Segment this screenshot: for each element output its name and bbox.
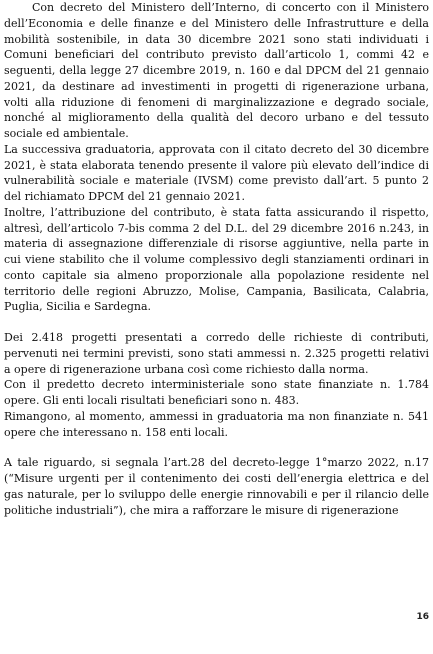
page-number: 16 (416, 612, 429, 622)
paragraph-ranking: La successiva graduatoria, approvata con il citato decreto del 30 dicembre 2021, è stata elaborata tenendo presente il valore più elevato dell’indice di vulnerabilità sociale e materiale (IVSM) come previsto dall’art. 5 punto 2 del richiamato DPCM del 21 gennaio 2021. (4, 142, 429, 203)
document-body (4, 0, 429, 518)
paragraph-allocation: Inoltre, l’attribuzione del contributo, è stata fatta assicurando il rispetto, altresì, dell’articolo 7-bis comma 2 del D.L. del 29 dicembre 2016 n.243, in materia di assegnazione differenziale di risorse aggiuntive, nella parte in cui viene stabilito che il volume complessivo degli stanziamenti ordinari in conto capitale sia almeno proporzionale alla popolazione residente nel territorio delle regioni Abruzzo, Molise, Campania, Basilicata, Calabria, Puglia, Sicilia e Sardegna. (4, 205, 429, 314)
paragraph-financed: Con il predetto decreto interministeriale sono state finanziate n. 1.784 opere. Gli enti locali risultati beneficiari sono n. 483. (4, 378, 429, 407)
paragraph-spacer (4, 315, 429, 330)
paragraph-art28: A tale riguardo, si segnala l’art.28 del decreto-legge 1°marzo 2022, n.17 (“Misure urgenti per il contenimento dei costi dell’energia elettrica e del gas naturale, per lo sviluppo delle energie rinnovabili e per il rilancio delle politiche industriali”), che mira a rafforzare le misure di rigenerazione (4, 456, 429, 517)
paragraph-projects: Dei 2.418 progetti presentati a corredo delle richieste di contributi, pervenuti nei termini previsti, sono stati ammessi n. 2.325 progetti relativi a opere di rigenerazione urbana così come richiesto dalla norma. (4, 331, 429, 376)
paragraph-remaining: Rimangono, al momento, ammessi in graduatoria ma non finanziate n. 541 opere che interessano n. 158 enti locali. (4, 409, 429, 439)
paragraph-spacer (4, 440, 429, 455)
paragraph-decree: Con decreto del Ministero dell’Interno, di concerto con il Ministero dell’Economia e delle finanze e del Ministero delle Infrastrutture e della mobilità sostenibile, in data 30 dicembre 2021 sono stati individuati i Comuni beneficiari del contributo previsto dall’articolo 1, commi 42 e seguenti, della legge 27 dicembre 2019, n. 160 e dal DPCM del 21 gennaio 2021, da destinare ad investimenti in progetti di rigenerazione urbana, volti alla riduzione di fenomeni di marginalizzazione e degrado sociale, nonché al miglioramento della qualità del decoro urbano e del tessuto sociale ed ambientale. (4, 1, 429, 140)
